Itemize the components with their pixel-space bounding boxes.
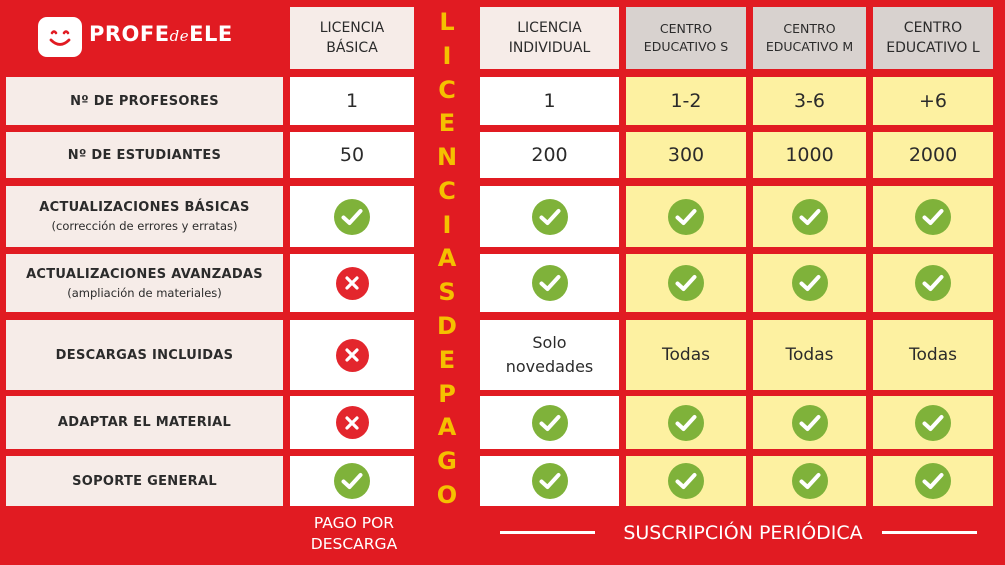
table-cell [873, 396, 993, 449]
check-icon [915, 463, 951, 499]
table-cell [480, 320, 619, 390]
cell-value: 1 [345, 90, 359, 112]
table-cell [626, 456, 746, 506]
table-cell [480, 456, 619, 506]
vertical-label-letter: L [439, 8, 455, 36]
vertical-label-letter: A [437, 244, 457, 273]
check-icon [792, 265, 828, 301]
row-header [6, 456, 283, 506]
footer-suscripcion: SUSCRIPCIÓN PERIÓDICA [623, 522, 863, 544]
row-header [6, 132, 283, 178]
row-sublabel: (ampliación de materiales) [67, 285, 222, 300]
brand-logo [89, 22, 233, 46]
footer-left-line: DESCARGA [310, 535, 398, 553]
column-header-label: CENTRO [659, 21, 713, 36]
column-header-label: CENTRO [783, 21, 836, 36]
table-cell [290, 132, 414, 178]
check-icon [792, 199, 828, 235]
brand-name-mid: de [169, 27, 190, 45]
table-cell [480, 132, 619, 178]
vertical-label-letter: D [437, 312, 457, 341]
cell-value: Todas [909, 345, 957, 365]
check-icon [532, 265, 568, 301]
table-cell [753, 320, 866, 390]
column-header-centro-s [626, 7, 746, 69]
table-cell [626, 320, 746, 390]
table-cell [290, 186, 414, 247]
footer-divider [500, 531, 595, 534]
table-cell [873, 132, 993, 178]
check-icon [668, 199, 704, 235]
cell-text: novedades [505, 357, 594, 376]
check-icon [915, 199, 951, 235]
row-label: SOPORTE GENERAL [72, 473, 217, 489]
row-header [6, 396, 283, 449]
row-header [6, 320, 283, 390]
table-cell [480, 254, 619, 312]
row-sublabel: (corrección de errores y erratas) [51, 219, 238, 233]
check-icon [668, 463, 704, 499]
check-icon [334, 199, 370, 235]
vertical-label-letter: I [442, 41, 452, 70]
row-header [6, 186, 283, 247]
cell-value: 1-2 [670, 90, 702, 112]
vertical-label-letter: C [438, 75, 456, 104]
vertical-label-letter: O [436, 480, 458, 509]
cell-value: Todas [662, 345, 710, 365]
cell-text: Solo [532, 333, 567, 352]
table-cell [626, 132, 746, 178]
vertical-label-letter: S [438, 278, 456, 307]
check-icon [792, 463, 828, 499]
check-icon [532, 199, 568, 235]
check-icon [532, 405, 568, 441]
footer-pago-descarga [290, 513, 418, 555]
cell-value: 3-6 [793, 90, 826, 112]
table-cell [290, 254, 414, 312]
table-cell [480, 186, 619, 247]
row-header [6, 77, 283, 125]
column-header-individual [480, 7, 619, 69]
row-label: Nº DE ESTUDIANTES [67, 147, 222, 163]
vertical-label-letter: E [438, 109, 456, 138]
table-cell [480, 77, 619, 125]
logo-icon [38, 17, 82, 57]
column-header-label: CENTRO [903, 20, 963, 36]
check-icon [792, 405, 828, 441]
vertical-label-letter: N [436, 143, 458, 172]
check-icon [668, 265, 704, 301]
cell-value: 300 [667, 144, 705, 166]
table-cell [873, 320, 993, 390]
row-label: ACTUALIZACIONES AVANZADAS [26, 266, 263, 282]
column-header-label: LICENCIA [517, 20, 582, 36]
cell-value: 1 [543, 90, 556, 112]
table-cell [626, 396, 746, 449]
cross-icon [336, 406, 369, 439]
table-cell [626, 77, 746, 125]
vertical-label-letter: C [438, 176, 456, 205]
row-label: ADAPTAR EL MATERIAL [57, 415, 232, 430]
row-label: DESCARGAS INCLUIDAS [55, 347, 234, 363]
table-cell [753, 186, 866, 247]
vertical-label-letter: I [442, 210, 452, 239]
vertical-label-letter: E [438, 345, 456, 374]
check-icon [915, 405, 951, 441]
check-icon [334, 463, 370, 499]
table-cell [290, 77, 414, 125]
row-label: Nº DE PROFESORES [70, 93, 219, 109]
vertical-label-letter: G [437, 447, 457, 476]
cell-value: +6 [918, 90, 947, 112]
table-cell [873, 456, 993, 506]
footer-divider [882, 531, 977, 534]
cell-value: 1000 [785, 144, 834, 166]
table-cell [626, 186, 746, 247]
column-header-centro-l [873, 7, 993, 69]
vertical-label-letter: P [438, 379, 456, 408]
table-cell [753, 132, 866, 178]
table-cell [626, 254, 746, 312]
cell-value: 2000 [908, 144, 958, 166]
column-header-label: EDUCATIVO S [643, 39, 729, 54]
cell-value: Todas [785, 345, 834, 365]
table-cell [873, 77, 993, 125]
table-cell [480, 396, 619, 449]
check-icon [532, 463, 568, 499]
cell-value: 200 [531, 144, 568, 166]
cross-icon [336, 267, 369, 300]
table-cell [873, 254, 993, 312]
column-header-label: INDIVIDUAL [508, 40, 591, 56]
column-header-label: LICENCIA [319, 20, 385, 36]
cross-icon [336, 339, 369, 372]
check-icon [668, 405, 704, 441]
table-cell [290, 396, 414, 449]
vertical-label-letter: A [437, 413, 457, 442]
table-cell [873, 186, 993, 247]
column-header-centro-m [753, 7, 866, 69]
row-label: ACTUALIZACIONES BÁSICAS [39, 200, 250, 215]
column-header-basica [290, 7, 414, 69]
table-cell [753, 456, 866, 506]
table-cell [753, 396, 866, 449]
table-cell [290, 320, 414, 390]
brand-name-left: PROFE [89, 22, 170, 46]
check-icon [915, 265, 951, 301]
cell-value: 50 [339, 144, 365, 166]
row-header [6, 254, 283, 312]
vertical-licencias-label [416, 10, 478, 507]
column-header-label: EDUCATIVO L [886, 40, 980, 56]
column-header-label: EDUCATIVO M [765, 39, 854, 54]
table-cell [290, 456, 414, 506]
footer-left-line: PAGO POR [313, 514, 395, 532]
table-cell [753, 77, 866, 125]
column-header-label: BÁSICA [326, 40, 378, 56]
brand-name-right: ELE [189, 22, 233, 46]
table-cell [753, 254, 866, 312]
